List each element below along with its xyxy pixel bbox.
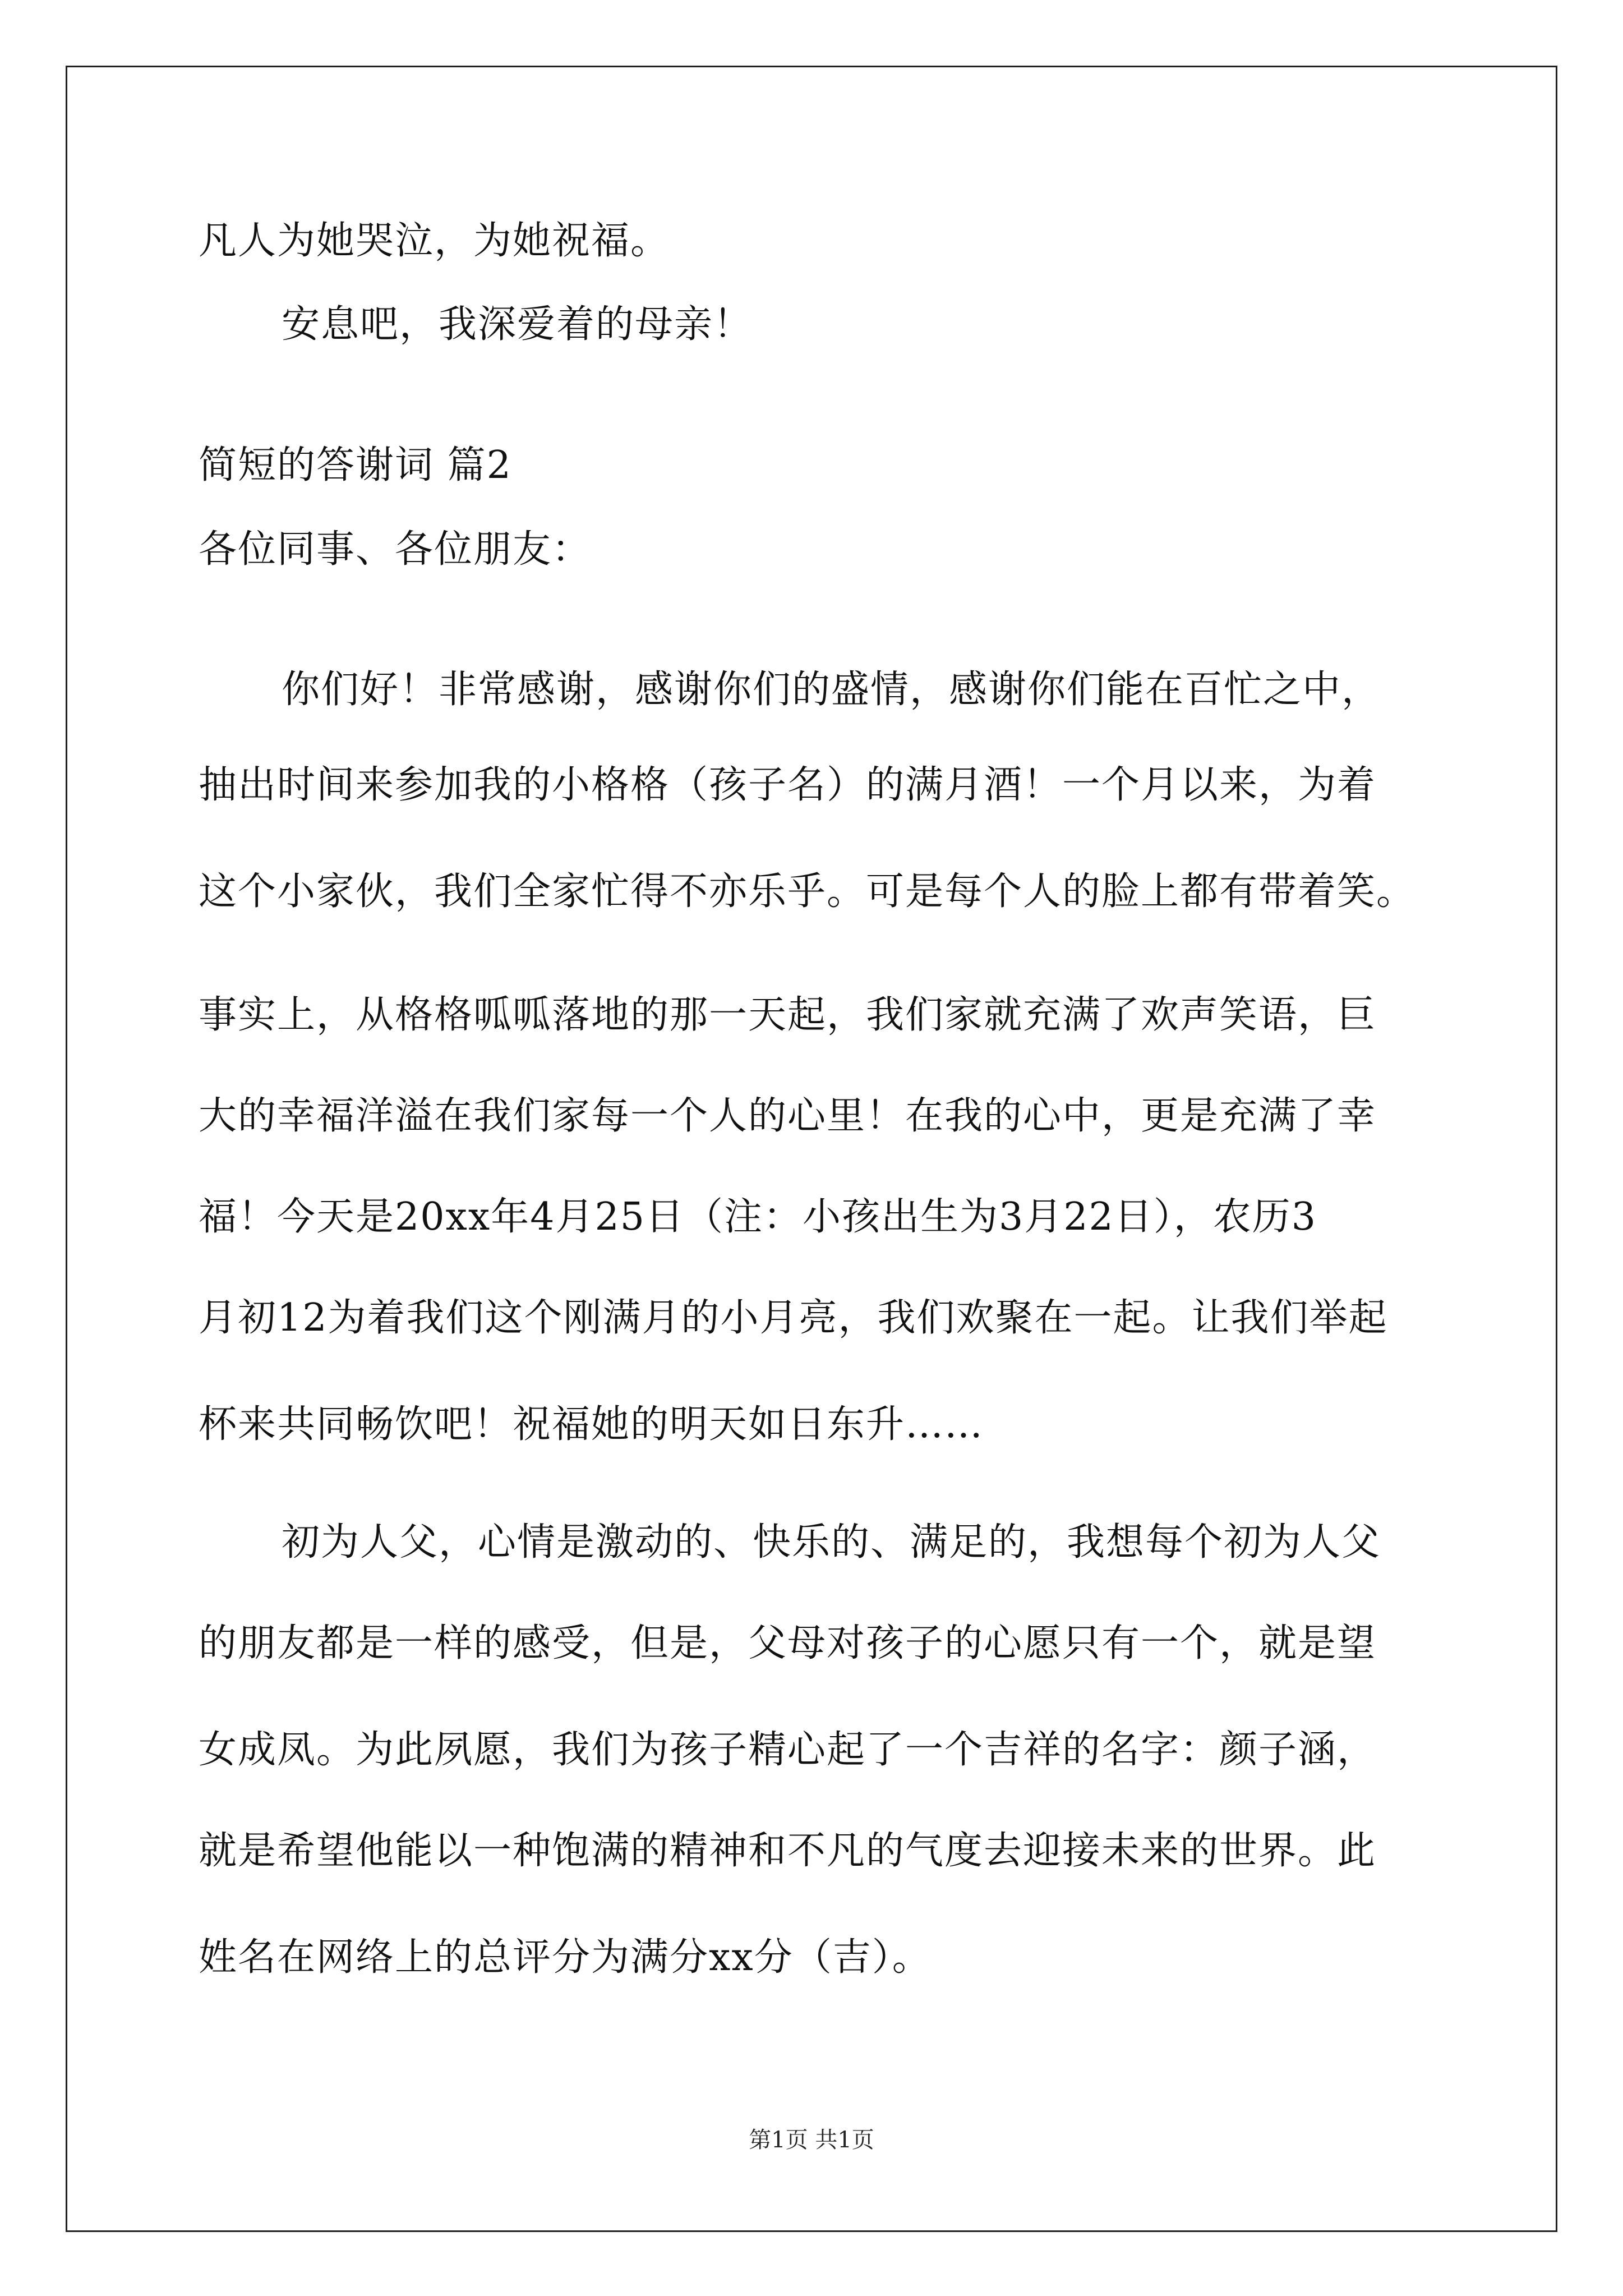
salutation: 各位同事、各位朋友： (199, 527, 592, 572)
text-line: 福！今天是20xx年4月25日（注：小孩出生为3月22日），农历3 (199, 1195, 1317, 1239)
text-line: 就是希望他能以一种饱满的精神和不凡的气度去迎接未来的世界。此 (199, 1829, 1377, 1873)
text-line: 安息吧，我深爱着的母亲！ (282, 302, 753, 347)
text-line: 女成凤。为此夙愿，我们为孩子精心起了一个吉祥的名字：颜子涵， (199, 1728, 1377, 1772)
text-line: 姓名在网络上的总评分为满分xx分（吉）。 (199, 1935, 932, 1980)
text-line: 的朋友都是一样的感受，但是，父母对孩子的心愿只有一个，就是望 (199, 1621, 1377, 1665)
text-line: 初为人父，心情是激动的、快乐的、满足的，我想每个初为人父 (282, 1520, 1381, 1565)
text-line: 这个小家伙，我们全家忙得不亦乐乎。可是每个人的脸上都有带着笑。 (199, 869, 1416, 914)
text-line: 你们好！非常感谢，感谢你们的盛情，感谢你们能在百忙之中， (282, 668, 1381, 712)
section-heading: 简短的答谢词 篇2 (199, 443, 512, 487)
text-line: 大的幸福洋溢在我们家每一个人的心里！在我的心中，更是充满了幸 (199, 1094, 1377, 1138)
text-line: 事实上，从格格呱呱落地的那一天起，我们家就充满了欢声笑语，巨 (199, 993, 1377, 1037)
text-line: 凡人为她哭泣，为她祝福。 (199, 219, 670, 263)
text-line: 抽出时间来参加我的小格格（孩子名）的满月酒！一个月以来，为着 (199, 763, 1377, 807)
text-line: 杯来共同畅饮吧！祝福她的明天如日东升…… (199, 1402, 984, 1447)
text-line: 月初12为着我们这个刚满月的小月亮，我们欢聚在一起。让我们举起 (199, 1296, 1388, 1340)
page-number-footer: 第1页 共1页 (749, 2127, 874, 2153)
page-border (66, 66, 1557, 2232)
